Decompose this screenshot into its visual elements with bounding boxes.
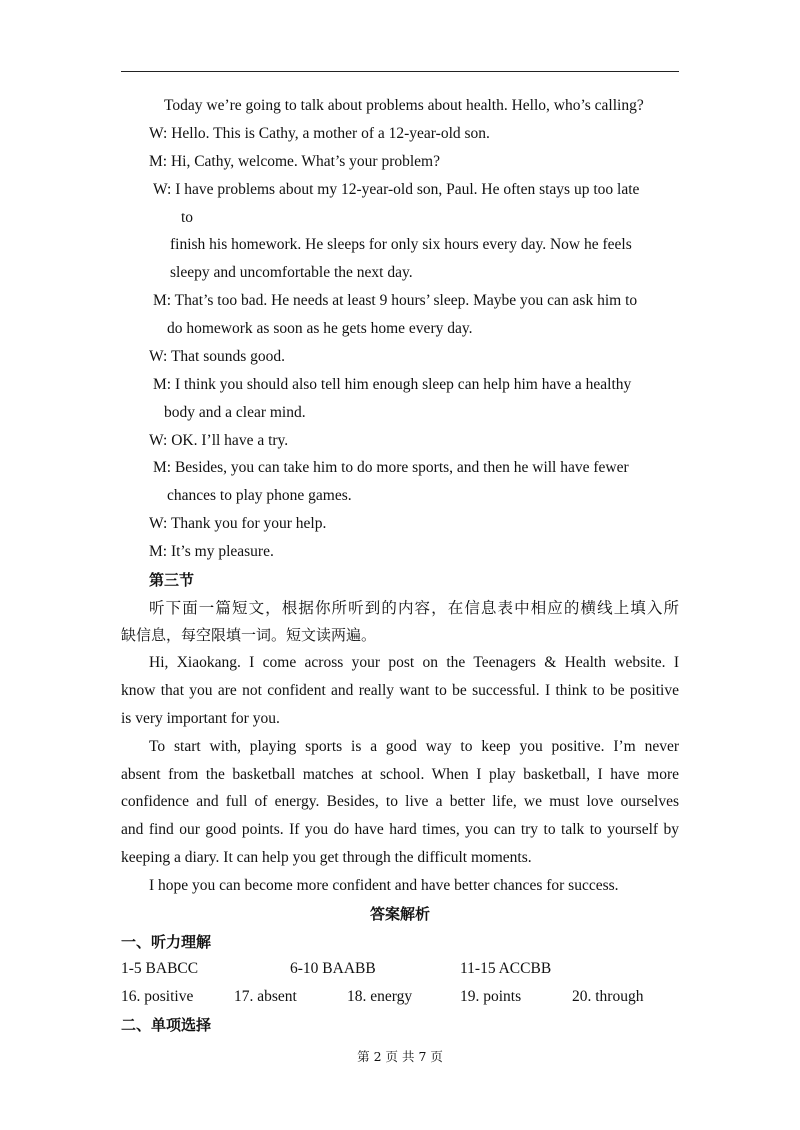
passage-line: absent from the basketball matches at school. When I play basketball, I have more	[121, 766, 679, 783]
dialogue-line: W: I have problems about my 12-year-old son, Paul. He often stays up too late	[153, 181, 640, 198]
dialogue-line: M: Besides, you can take him to do more sports, and then he will have fewer	[153, 459, 629, 476]
part-title: 一、听力理解	[121, 933, 212, 951]
dialogue-line: M: It’s my pleasure.	[149, 543, 274, 560]
answer-item: 20. through	[572, 988, 644, 1005]
page-footer: 第 2 页 共 7 页	[357, 1049, 443, 1064]
answer-item: 16. positive	[121, 988, 194, 1005]
dialogue-line: W: That sounds good.	[149, 348, 286, 365]
passage-line: Hi, Xiaokang. I come across your post on the Teenagers & Health website. I	[149, 654, 679, 671]
answer-group: 6-10 BAABB	[290, 960, 376, 977]
passage-line: know that you are not confident and really want to be successful. I think to be positive	[121, 682, 679, 699]
answer-group: 1-5 BABCC	[121, 960, 199, 977]
dialogue-line: W: Hello. This is Cathy, a mother of a 12-year-old son.	[149, 125, 490, 142]
answer-item: 18. energy	[347, 988, 413, 1005]
dialogue-line: M: Hi, Cathy, welcome. What’s your problem?	[149, 153, 440, 170]
passage-line: keeping a diary. It can help you get through the difficult moments.	[121, 849, 532, 866]
answer-item: 19. points	[460, 988, 522, 1005]
dialogue-line: sleepy and uncomfortable the next day.	[170, 264, 413, 281]
dialogue-line: M: That’s too bad. He needs at least 9 hours’ sleep. Maybe you can ask him to	[153, 292, 638, 309]
section-title: 第三节	[149, 571, 195, 589]
passage-line: I hope you can become more confident and have better chances for success.	[149, 877, 619, 894]
section-instruction: 缺信息，每空限填一词。短文读两遍。	[121, 626, 377, 644]
part-title: 二、单项选择	[121, 1016, 212, 1034]
answers-title: 答案解析	[369, 905, 430, 923]
dialogue-line: body and a clear mind.	[164, 404, 306, 421]
passage-line: and find our good points. If you do have hard times, you can try to talk to yourself by	[121, 821, 679, 838]
dialogue-line: Today we’re going to talk about problems about health. Hello, who’s calling?	[164, 97, 644, 114]
dialogue-line: W: OK. I’ll have a try.	[149, 432, 289, 449]
passage-line: is very important for you.	[121, 710, 280, 727]
answer-item: 17. absent	[234, 988, 297, 1005]
header-rule	[121, 71, 679, 72]
dialogue-line: chances to play phone games.	[167, 487, 352, 504]
dialogue-line: W: Thank you for your help.	[149, 515, 327, 532]
dialogue-line: do homework as soon as he gets home every day.	[167, 320, 473, 337]
dialogue-line: M: I think you should also tell him enough sleep can help him have a healthy	[153, 376, 632, 393]
dialogue-line: finish his homework. He sleeps for only six hours every day. Now he feels	[170, 236, 632, 253]
answer-group: 11-15 ACCBB	[460, 960, 552, 977]
passage-line: confidence and full of energy. Besides, to live a better life, we must love ourselves	[121, 793, 679, 810]
section-instruction: 听下面一篇短文，根据你所听到的内容，在信息表中相应的横线上填入所	[149, 599, 679, 617]
dialogue-line: to	[181, 209, 194, 226]
passage-line: To start with, playing sports is a good way to keep you positive. I’m never	[149, 738, 679, 755]
